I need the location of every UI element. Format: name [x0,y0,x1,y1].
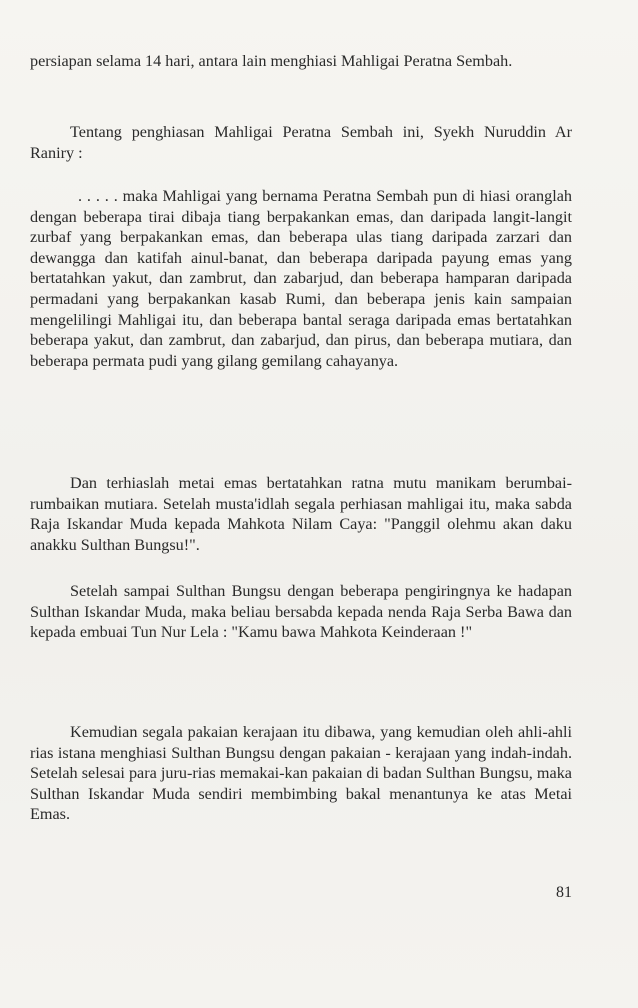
page-number: 81 [556,884,572,901]
paragraph-continuation: persiapan selama 14 hari, antara lain menghiasi Mahligai Peratna Sembah. [30,52,513,70]
paragraph-intro-quote: Tentang penghiasan Mahligai Peratna Sembah ini, Syekh Nuruddin Ar Raniry : [30,123,572,162]
paragraph-arrival: Setelah sampai Sulthan Bungsu dengan beberapa pengiringnya ke hadapan Sulthan Iskandar Muda, maka beliau bersabda kepada nenda Raja Serba Bawa dan kepada embuai Tun Nur Lela : "Kamu bawa Mahkota Keinderaan !" [30,582,572,642]
paragraph-decoration: Dan terhiaslah metai emas bertatahkan ratna mutu manikam berumbai-rumbaikan mutiara. Setelah musta'idlah segala perhiasan mahligai itu, maka sabda Raja Iskandar Muda kepada Mahkota Nilam Caya: "Panggil olehmu akan daku anakku Sulthan Bungsu!". [30,474,572,554]
paragraph-dressing: Kemudian segala pakaian kerajaan itu dibawa, yang kemudian oleh ahli-ahli rias istana menghiasi Sulthan Bungsu dengan pakaian - kerajaan yang indah-indah. Setelah selesai para juru-rias memakai-kan pakaian di badan Sulthan Bungsu, maka Sulthan Iskandar Muda sendiri membimbing bakal menantunya ke atas Metai Emas. [30,723,572,824]
quoted-passage: . . . . . maka Mahligai yang bernama Peratna Sembah pun di hiasi oranglah dengan beberapa tirai dibaja tiang berpakankan emas, dan daripada langit-langit zurbaf yang berpakankan emas, dan beberapa ulas tiang daripada zarzari dan dewangga dan katifah ainul-banat, dan beberapa daripada payung emas yang bertatahkan yakut, dan zambrut, dan zabarjud, dan beberapa hamparan daripada permadani yang berpakankan kasab Rumi, dan beberapa jenis kain sampaian mengelilingi Mahligai itu, dan beberapa bantal seraga daripada emas bertatahkan beberapa yakut, dan zambrut, dan zabarjud, dan pirus, dan beberapa mutiara, dan beberapa permata pudi yang gilang gemilang cahayanya. [30,187,572,370]
